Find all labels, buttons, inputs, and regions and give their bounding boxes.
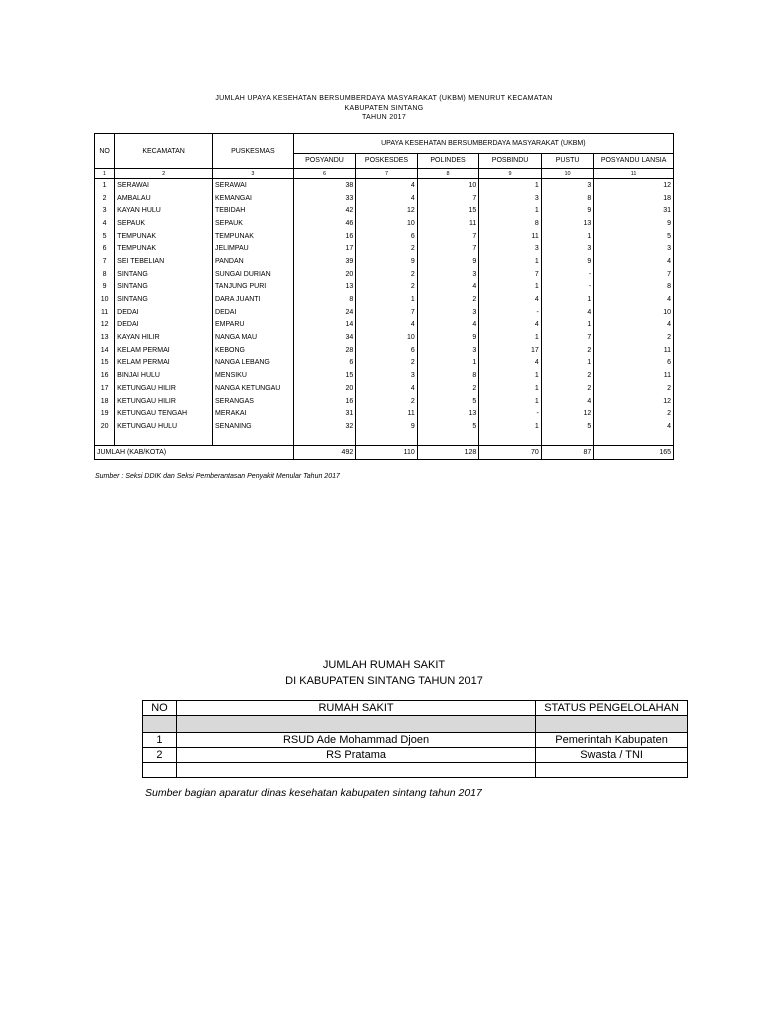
puskesmas-cell: EMPARU [213, 319, 294, 332]
row-number: 12 [95, 319, 115, 332]
row-number: 15 [95, 357, 115, 370]
value-cell: 7 [479, 268, 542, 281]
value-cell: - [479, 407, 542, 420]
value-cell: 31 [594, 204, 674, 217]
hospital-header-status: STATUS PENGELOLAHAN [536, 701, 688, 716]
value-cell: 6 [356, 344, 418, 357]
value-cell: 42 [293, 204, 356, 217]
header-ukbm-group: UPAYA KESEHATAN BERSUMBERDAYA MASYARAKAT (UKBM) [293, 134, 673, 154]
value-cell: 17 [293, 242, 356, 255]
header-polindes: POLINDES [417, 153, 479, 168]
kecamatan-cell: KELAM PERMAI [115, 357, 213, 370]
value-cell: 13 [293, 281, 356, 294]
value-cell: 1 [541, 293, 593, 306]
value-cell: 9 [417, 255, 479, 268]
row-number: 11 [95, 306, 115, 319]
puskesmas-cell: DARA JUANTI [213, 293, 294, 306]
hospital-row [143, 733, 688, 748]
kecamatan-cell: KAYAN HULU [115, 204, 213, 217]
value-cell: 1 [541, 319, 593, 332]
column-number: 2 [115, 169, 213, 179]
value-cell: 10 [417, 179, 479, 192]
value-cell: 1 [417, 357, 479, 370]
value-cell: 9 [417, 331, 479, 344]
value-cell: 3 [479, 192, 542, 205]
row-number: 19 [95, 407, 115, 420]
kecamatan-cell: DEDAI [115, 319, 213, 332]
spacer-row [95, 433, 674, 446]
value-cell: 7 [541, 331, 593, 344]
header-puskesmas: PUSKESMAS [213, 134, 294, 169]
hospital-name: RSUD Ade Mohammad Djoen [176, 733, 535, 748]
total-posyandu: 492 [293, 445, 356, 459]
value-cell: 11 [594, 369, 674, 382]
table-row [95, 242, 674, 255]
table-row [95, 230, 674, 243]
kecamatan-cell: SERAWAI [115, 179, 213, 192]
table-row [95, 179, 674, 192]
value-cell: 24 [293, 306, 356, 319]
row-number: 3 [95, 204, 115, 217]
value-cell: 7 [417, 192, 479, 205]
value-cell: 8 [417, 369, 479, 382]
value-cell: 1 [479, 179, 542, 192]
column-number: 3 [213, 169, 294, 179]
value-cell: 8 [541, 192, 593, 205]
value-cell: 9 [541, 255, 593, 268]
puskesmas-cell: SERANGAS [213, 395, 294, 408]
table1-source: Sumber : Seksi DDIK dan Seksi Pemberantasan Penyakit Menular Tahun 2017 [95, 473, 340, 480]
value-cell: 2 [541, 369, 593, 382]
table2-title-line-2: DI KABUPATEN SINTANG TAHUN 2017 [285, 675, 483, 687]
value-cell: 2 [594, 331, 674, 344]
value-cell: 32 [293, 420, 356, 433]
kecamatan-cell: KETUNGAU TENGAH [115, 407, 213, 420]
total-pustu: 87 [541, 445, 593, 459]
table1-title-line-2: KABUPATEN SINTANG [344, 104, 424, 112]
kecamatan-cell: DEDAI [115, 306, 213, 319]
value-cell: 11 [417, 217, 479, 230]
hospital-empty-row [143, 763, 688, 778]
kecamatan-cell: TEMPUNAK [115, 242, 213, 255]
row-number: 1 [95, 179, 115, 192]
value-cell: 3 [479, 242, 542, 255]
value-cell: 34 [293, 331, 356, 344]
column-number: 7 [356, 169, 418, 179]
value-cell: 3 [594, 242, 674, 255]
value-cell: 8 [479, 217, 542, 230]
value-cell: 9 [594, 217, 674, 230]
hospital-header-no: NO [143, 701, 177, 716]
value-cell: 7 [417, 242, 479, 255]
kecamatan-cell: KETUNGAU HULU [115, 420, 213, 433]
value-cell: 4 [356, 319, 418, 332]
value-cell: 10 [356, 331, 418, 344]
header-posyandu-lansia: POSYANDU LANSIA [594, 153, 674, 168]
value-cell: 2 [541, 344, 593, 357]
value-cell: 1 [479, 395, 542, 408]
hospital-header-row [143, 701, 688, 716]
column-number: 10 [541, 169, 593, 179]
row-number: 14 [95, 344, 115, 357]
value-cell: 3 [356, 369, 418, 382]
value-cell: 1 [541, 357, 593, 370]
kecamatan-cell: KETUNGAU HILIR [115, 382, 213, 395]
table-row [95, 255, 674, 268]
value-cell: 4 [417, 319, 479, 332]
value-cell: 11 [479, 230, 542, 243]
table-row [95, 420, 674, 433]
value-cell: 2 [356, 357, 418, 370]
hospital-header-name: RUMAH SAKIT [176, 701, 535, 716]
ukbm-table [94, 133, 674, 460]
hospital-status: Swasta / TNI [536, 748, 688, 763]
value-cell: 1 [356, 293, 418, 306]
value-cell: 4 [594, 255, 674, 268]
value-cell: 15 [417, 204, 479, 217]
value-cell: 13 [541, 217, 593, 230]
hospital-row [143, 748, 688, 763]
value-cell: 16 [293, 395, 356, 408]
header-kecamatan: KECAMATAN [115, 134, 213, 169]
kecamatan-cell: SINTANG [115, 281, 213, 294]
value-cell: 7 [356, 306, 418, 319]
column-number: 8 [417, 169, 479, 179]
puskesmas-cell: SERAWAI [213, 179, 294, 192]
value-cell: 2 [356, 268, 418, 281]
value-cell: 38 [293, 179, 356, 192]
table2-title-line-1: JUMLAH RUMAH SAKIT [322, 659, 446, 671]
value-cell: 4 [356, 179, 418, 192]
value-cell: 1 [479, 204, 542, 217]
value-cell: 4 [356, 382, 418, 395]
value-cell: 5 [594, 230, 674, 243]
value-cell: 4 [479, 357, 542, 370]
header-posbindu: POSBINDU [479, 153, 542, 168]
table-row [95, 369, 674, 382]
total-posyandu-lansia: 165 [594, 445, 674, 459]
value-cell: 3 [417, 344, 479, 357]
value-cell: 10 [594, 306, 674, 319]
row-number: 5 [95, 230, 115, 243]
value-cell: 2 [356, 242, 418, 255]
value-cell: 7 [594, 268, 674, 281]
puskesmas-cell: TEBIDAH [213, 204, 294, 217]
row-number: 18 [95, 395, 115, 408]
header-posyandu: POSYANDU [293, 153, 356, 168]
puskesmas-cell: JELIMPAU [213, 242, 294, 255]
value-cell: 15 [293, 369, 356, 382]
value-cell: 2 [417, 293, 479, 306]
row-number: 13 [95, 331, 115, 344]
value-cell: 6 [293, 357, 356, 370]
kecamatan-cell: AMBALAU [115, 192, 213, 205]
value-cell: 1 [479, 281, 542, 294]
table-row [95, 293, 674, 306]
value-cell: 5 [417, 395, 479, 408]
value-cell: 4 [417, 281, 479, 294]
hospital-blank-row [143, 716, 688, 733]
total-poskesdes: 110 [356, 445, 418, 459]
value-cell: 16 [293, 230, 356, 243]
column-number-row [95, 169, 674, 179]
hospital-table [142, 700, 688, 778]
puskesmas-cell: MERAKAI [213, 407, 294, 420]
table-row [95, 319, 674, 332]
column-number: 9 [479, 169, 542, 179]
value-cell: 8 [594, 281, 674, 294]
value-cell: 1 [479, 420, 542, 433]
puskesmas-cell: DEDAI [213, 306, 294, 319]
value-cell: 4 [594, 293, 674, 306]
puskesmas-cell: PANDAN [213, 255, 294, 268]
table-row [95, 268, 674, 281]
table-row [95, 204, 674, 217]
value-cell: 17 [479, 344, 542, 357]
value-cell: 4 [356, 192, 418, 205]
value-cell: 4 [541, 395, 593, 408]
header-pustu: PUSTU [541, 153, 593, 168]
value-cell: 8 [293, 293, 356, 306]
value-cell: - [541, 281, 593, 294]
table-row [95, 192, 674, 205]
value-cell: 3 [541, 179, 593, 192]
table-row [95, 217, 674, 230]
puskesmas-cell: SENANING [213, 420, 294, 433]
value-cell: 2 [594, 407, 674, 420]
row-number: 4 [95, 217, 115, 230]
row-number: 10 [95, 293, 115, 306]
column-number: 6 [293, 169, 356, 179]
value-cell: 2 [417, 382, 479, 395]
value-cell: 12 [594, 179, 674, 192]
table-row [95, 395, 674, 408]
kecamatan-cell: SEI TEBELIAN [115, 255, 213, 268]
table-row [95, 407, 674, 420]
kecamatan-cell: SINTANG [115, 293, 213, 306]
value-cell: 9 [541, 204, 593, 217]
kecamatan-cell: TEMPUNAK [115, 230, 213, 243]
value-cell: 10 [356, 217, 418, 230]
hospital-status: Pemerintah Kabupaten [536, 733, 688, 748]
value-cell: 4 [479, 293, 542, 306]
table-row [95, 306, 674, 319]
table1-title-line-1: JUMLAH UPAYA KESEHATAN BERSUMBERDAYA MASYARAKAT (UKBM) MENURUT KECAMATAN [215, 95, 553, 102]
row-number: 16 [95, 369, 115, 382]
puskesmas-cell: SEPAUK [213, 217, 294, 230]
hospital-name: RS Pratama [176, 748, 535, 763]
row-number: 17 [95, 382, 115, 395]
value-cell: 4 [541, 306, 593, 319]
kecamatan-cell: KAYAN HILIR [115, 331, 213, 344]
column-number: 1 [95, 169, 115, 179]
value-cell: 12 [594, 395, 674, 408]
value-cell: 6 [356, 230, 418, 243]
value-cell: 2 [541, 382, 593, 395]
value-cell: 5 [541, 420, 593, 433]
table-row [95, 382, 674, 395]
value-cell: 1 [479, 331, 542, 344]
value-cell: 1 [479, 369, 542, 382]
row-number: 20 [95, 420, 115, 433]
value-cell: 3 [417, 268, 479, 281]
total-polindes: 128 [417, 445, 479, 459]
table-row [95, 357, 674, 370]
value-cell: 2 [594, 382, 674, 395]
puskesmas-cell: TEMPUNAK [213, 230, 294, 243]
value-cell: 39 [293, 255, 356, 268]
value-cell: 9 [356, 255, 418, 268]
table-row [95, 281, 674, 294]
value-cell: 2 [356, 395, 418, 408]
value-cell: 2 [356, 281, 418, 294]
value-cell: 4 [594, 319, 674, 332]
kecamatan-cell: SINTANG [115, 268, 213, 281]
row-number: 9 [95, 281, 115, 294]
row-number: 8 [95, 268, 115, 281]
row-number: 2 [95, 192, 115, 205]
value-cell: 9 [356, 420, 418, 433]
kecamatan-cell: BINJAI HULU [115, 369, 213, 382]
table2-source: Sumber bagian aparatur dinas kesehatan kabupaten sintang tahun 2017 [145, 787, 482, 799]
value-cell: 31 [293, 407, 356, 420]
value-cell: 13 [417, 407, 479, 420]
value-cell: - [479, 306, 542, 319]
puskesmas-cell: KEBONG [213, 344, 294, 357]
puskesmas-cell: TANJUNG PURI [213, 281, 294, 294]
value-cell: 4 [479, 319, 542, 332]
value-cell: 4 [594, 420, 674, 433]
table-row [95, 331, 674, 344]
value-cell: 11 [594, 344, 674, 357]
value-cell: 14 [293, 319, 356, 332]
puskesmas-cell: SUNGAI DURIAN [213, 268, 294, 281]
value-cell: 7 [417, 230, 479, 243]
value-cell: 1 [479, 255, 542, 268]
puskesmas-cell: NANGA KETUNGAU [213, 382, 294, 395]
value-cell: 1 [479, 382, 542, 395]
value-cell: 20 [293, 268, 356, 281]
total-posbindu: 70 [479, 445, 542, 459]
value-cell: 18 [594, 192, 674, 205]
total-label: JUMLAH (KAB/KOTA) [95, 445, 294, 459]
value-cell: 28 [293, 344, 356, 357]
puskesmas-cell: NANGA LEBANG [213, 357, 294, 370]
value-cell: 20 [293, 382, 356, 395]
puskesmas-cell: MENSIKU [213, 369, 294, 382]
value-cell: 33 [293, 192, 356, 205]
value-cell: 12 [356, 204, 418, 217]
kecamatan-cell: KELAM PERMAI [115, 344, 213, 357]
table1-title-line-3: TAHUN 2017 [361, 114, 407, 121]
table-row [95, 344, 674, 357]
value-cell: 1 [541, 230, 593, 243]
header-no: NO [95, 134, 115, 169]
value-cell: 46 [293, 217, 356, 230]
value-cell: 6 [594, 357, 674, 370]
header-poskesdes: POSKESDES [356, 153, 418, 168]
kecamatan-cell: KETUNGAU HILIR [115, 395, 213, 408]
puskesmas-cell: NANGA MAU [213, 331, 294, 344]
row-number: 6 [95, 242, 115, 255]
column-number: 11 [594, 169, 674, 179]
value-cell: 5 [417, 420, 479, 433]
value-cell: 12 [541, 407, 593, 420]
total-row [95, 445, 674, 459]
kecamatan-cell: SEPAUK [115, 217, 213, 230]
value-cell: 3 [417, 306, 479, 319]
row-number: 7 [95, 255, 115, 268]
value-cell: 3 [541, 242, 593, 255]
value-cell: 11 [356, 407, 418, 420]
value-cell: - [541, 268, 593, 281]
puskesmas-cell: KEMANGAI [213, 192, 294, 205]
hospital-no: 2 [143, 748, 177, 763]
hospital-no: 1 [143, 733, 177, 748]
